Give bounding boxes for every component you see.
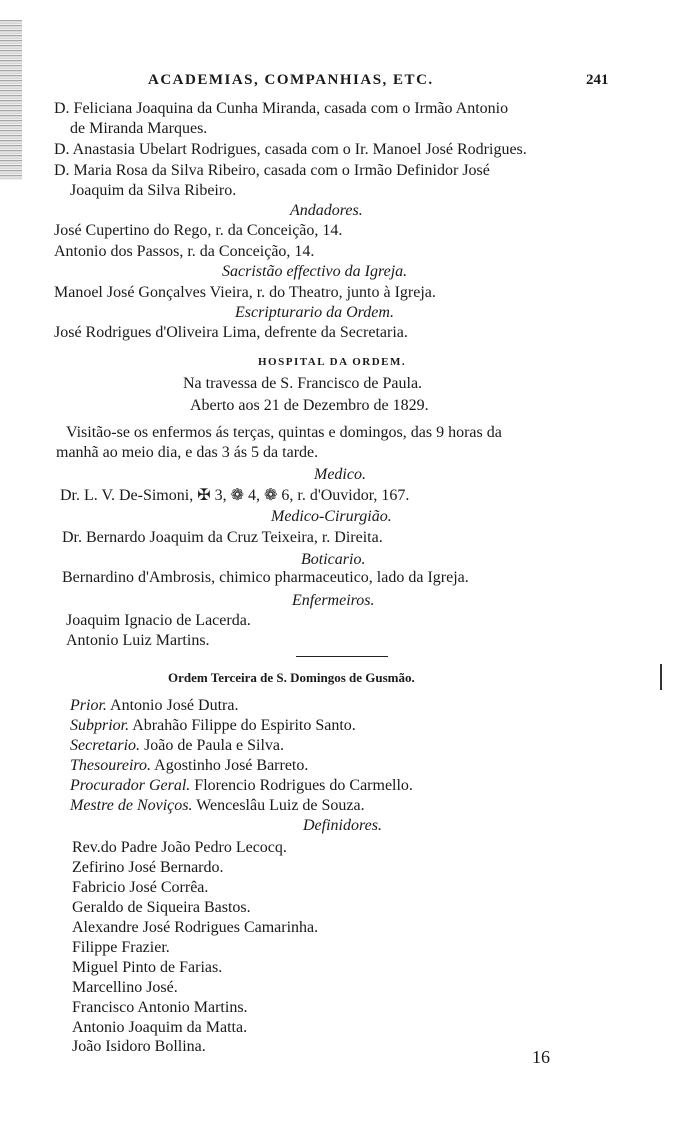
medico-item: Dr. L. V. De-Simoni, ✠ 3, ❁ 4, ❁ 6, r. d'Ouvidor, 167.	[60, 487, 410, 504]
definidor-item: Marcellino José.	[72, 979, 178, 996]
entry-line: de Miranda Marques.	[70, 120, 208, 137]
officer-role: Secretario.	[70, 737, 141, 754]
hospital-opened: Aberto aos 21 de Dezembro de 1829.	[190, 397, 429, 414]
officer-row	[70, 756, 308, 776]
medico-heading: Medico.	[314, 466, 366, 483]
officer-name: João de Paula e Silva.	[144, 737, 285, 754]
andadores-heading: Andadores.	[290, 202, 363, 219]
officer-role: Procurador Geral.	[70, 777, 191, 794]
officer-role: Prior.	[70, 697, 107, 714]
entry-line: D. Anastasia Ubelart Rodrigues, casada com o Ir. Manoel José Rodrigues.	[54, 141, 527, 158]
cirurgiao-heading: Medico-Cirurgião.	[271, 508, 392, 525]
edge-mark	[660, 664, 662, 690]
officer-name: Agostinho José Barreto.	[154, 757, 309, 774]
andador-item: José Cupertino do Rego, r. da Conceição, 14.	[54, 222, 343, 239]
hospital-address: Na travessa de S. Francisco de Paula.	[183, 375, 423, 392]
definidores-heading: Definidores.	[303, 817, 382, 834]
definidor-item: Rev.do Padre João Pedro Lecocq.	[72, 839, 287, 856]
entry-line: D. Maria Rosa da Silva Ribeiro, casada com o Irmão Definidor José	[54, 162, 490, 179]
definidor-item: Geraldo de Siqueira Bastos.	[72, 899, 251, 916]
entry-line: D. Feliciana Joaquina da Cunha Miranda, casada com o Irmão Antonio	[54, 100, 509, 117]
enfermeiro-item: Antonio Luiz Martins.	[66, 632, 210, 649]
officer-name: Florencio Rodrigues do Carmello.	[194, 777, 413, 794]
hospital-visits-line: Visitão-se os enfermos ás terças, quintas e domingos, das 9 horas da	[66, 424, 502, 441]
definidor-item: Francisco Antonio Martins.	[72, 999, 248, 1016]
running-title: ACADEMIAS, COMPANHIAS, ETC.	[148, 72, 434, 88]
officer-name: Abrahão Filippe do Espirito Santo.	[132, 717, 356, 734]
officer-role: Subprior.	[70, 717, 130, 734]
enfermeiros-heading: Enfermeiros.	[292, 592, 375, 609]
page-number: 241	[586, 72, 609, 88]
hospital-heading: HOSPITAL DA ORDEM.	[258, 356, 407, 368]
escripturario-item: José Rodrigues d'Oliveira Lima, defrente da Secretaria.	[54, 324, 408, 341]
definidor-item: Zefirino José Bernardo.	[72, 859, 224, 876]
sacristao-heading: Sacristão effectivo da Igreja.	[222, 263, 408, 280]
definidor-item: Filippe Frazier.	[72, 939, 170, 956]
binding-edge	[0, 20, 22, 180]
officer-row	[70, 716, 356, 736]
definidor-item: Fabricio José Corrêa.	[72, 879, 209, 896]
officer-row	[70, 776, 413, 796]
andador-item: Antonio dos Passos, r. da Conceição, 14.	[54, 243, 315, 260]
cirurgiao-item: Dr. Bernardo Joaquim da Cruz Teixeira, r. Direita.	[62, 529, 383, 546]
officer-row	[70, 696, 238, 716]
definidor-item: Antonio Joaquim da Matta.	[72, 1019, 248, 1036]
entry-line: Joaquim da Silva Ribeiro.	[70, 182, 237, 199]
definidor-item: Miguel Pinto de Farias.	[72, 959, 223, 976]
officer-name: Wenceslâu Luiz de Souza.	[196, 797, 365, 814]
officer-row	[70, 796, 365, 816]
sacristao-item: Manoel José Gonçalves Vieira, r. do Theatro, junto à Igreja.	[54, 284, 436, 301]
enfermeiro-item: Joaquim Ignacio de Lacerda.	[66, 612, 251, 629]
definidor-item: João Isidoro Bollina.	[72, 1038, 206, 1055]
escripturario-heading: Escripturario da Ordem.	[235, 304, 394, 321]
page-header	[0, 72, 683, 96]
officer-role: Thesoureiro.	[70, 757, 152, 774]
definidor-item: Alexandre José Rodrigues Camarinha.	[72, 919, 319, 936]
officer-row	[70, 736, 284, 756]
section-divider	[296, 656, 388, 657]
boticario-heading: Boticario.	[301, 551, 366, 568]
boticario-item: Bernardino d'Ambrosis, chimico pharmaceutico, lado da Igreja.	[62, 569, 469, 586]
officer-role: Mestre de Noviços.	[70, 797, 193, 814]
ordem-heading: Ordem Terceira de S. Domingos de Gusmão.	[168, 670, 415, 685]
signature-mark: 16	[532, 1047, 550, 1067]
officer-name: Antonio José Dutra.	[110, 697, 239, 714]
hospital-visits-line: manhã ao meio dia, e das 3 ás 5 da tarde.	[56, 444, 319, 461]
